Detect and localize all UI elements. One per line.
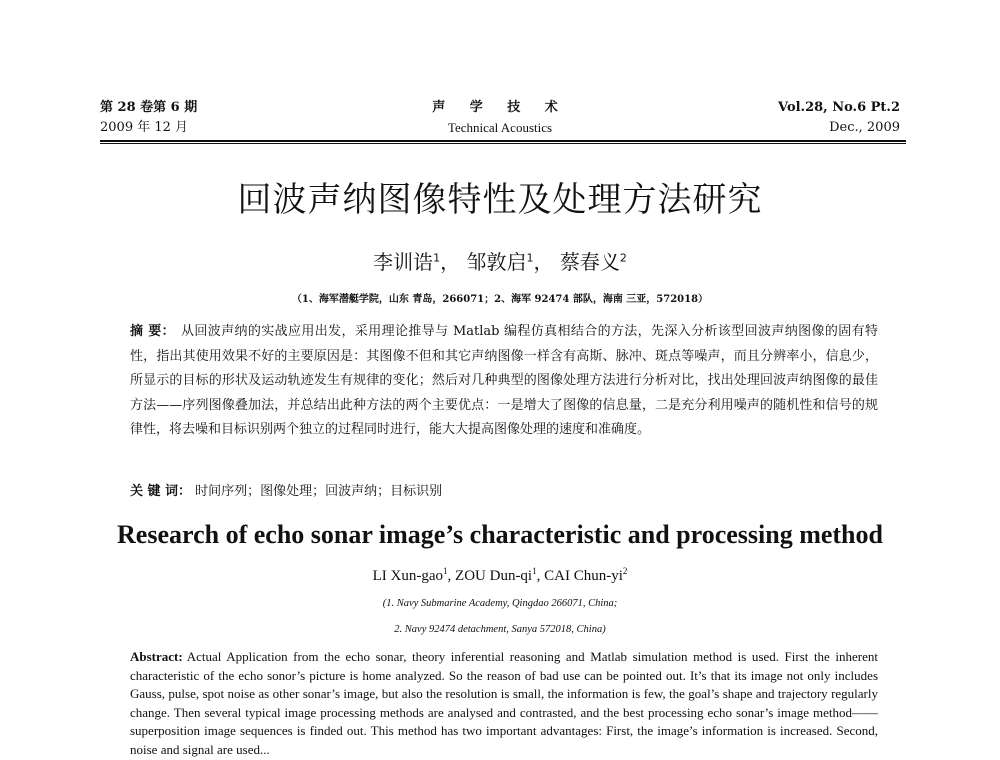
date-cn: 2009 年 12 月 (100, 120, 189, 135)
authors-cn: 李训诰$^1$， 邹敦启$^1$， 蔡春义$^2$ (373, 250, 627, 274)
abstract-en-text: Actual Application from the echo sonar, theory inferential reasoning and Matlab simulation method is used. First the inherent characteristic of the echo sonor’s picture is home analyzed. So the reason of bad use can be pointed out. It’s that its image not only includes Gauss, pulse, spot noise as other sonar’s image, but also the resolution is small, the information is few, the goal’s shape and trajectory regularly change. Then several typical image processing methods are analysed and contrasted, and the best processing echo sonar’s image method——superposition image sequences is finded out. This method has two important advantages: First, the image’s information is increased. Second, noise and signal are used... (130, 649, 878, 757)
author-sup: 1 (526, 251, 534, 265)
abstract-cn-label: 摘 要： (130, 324, 176, 339)
affiliation-cn: （1、海军潜艇学院，山东 青岛，266071；2、海军 92474 部队，海南 三亚，572018） (291, 294, 709, 305)
keywords-cn-label: 关 键 词： (130, 484, 192, 499)
author-en: ZOU Dun-qi (455, 568, 533, 584)
abstract-en-label: Abstract: (130, 649, 183, 664)
keywords-cn (130, 482, 878, 502)
abstract-cn (130, 320, 878, 443)
author-sup: 2 (622, 566, 628, 576)
journal-name-en: Technical Acoustics (447, 120, 553, 135)
header-right (778, 98, 900, 138)
header-rule-thin (100, 143, 906, 144)
author-sup: 2 (619, 251, 627, 265)
author-cn: 李训诰 (373, 250, 434, 274)
header-left (100, 98, 197, 138)
title-cn: 回波声纳图像特性及处理方法研究 (237, 180, 763, 220)
author-cn: 蔡春义 (559, 250, 620, 274)
abstract-cn-text: 从回波声纳的实战应用出发，采用理论推导与 Matlab 编程仿真相结合的方法，先深入分析该型回波声纳图像的固有特性，指出其使用效果不好的主要原因是：其图像不但和其它声纳图像一样含有高斯、脉冲、斑点等噪声，而且分辨率小，信息少，所显示的目标的形状及运动轨迹发生有规律的变化；然后对几种典型的图像处理方法进行分析对比，找出处理回波声纳图像的最佳方法——序列图像叠加法，并总结出此种方法的两个主要优点：一是增大了图像的信息量，二是充分利用噪声的随机性和信号的规律性，将去噪和目标识别两个独立的过程同时进行，能大大提高图像处理的速度和准确度。 (130, 324, 878, 437)
author-cn: 邹敦启 (466, 250, 527, 274)
abstract-en (130, 648, 878, 759)
volume-cn: 第 28 卷第 6 期 (100, 100, 198, 115)
affiliation-en-2: 2. Navy 92474 detachment, Sanya 572018, China) (394, 624, 606, 635)
author-sup: 1 (532, 566, 537, 576)
affiliation-en-1: (1. Navy Submarine Academy, Qingdao 266071, China; (382, 598, 618, 609)
journal-name-cn: 声 学 技 术 (432, 100, 568, 115)
author-en: LI Xun-gao (372, 568, 444, 584)
author-en: CAI Chun-yi (544, 568, 623, 584)
keywords-cn-text: 时间序列；图像处理；回波声纳；目标识别 (195, 484, 443, 499)
date-en: Dec., 2009 (829, 120, 900, 135)
title-en: Research of echo sonar image’s characteristic and processing method (117, 520, 883, 549)
header-rule (100, 140, 906, 142)
volume-en: Vol.28, No.6 Pt.2 (778, 100, 900, 115)
header-center (380, 98, 620, 138)
author-sup: 1 (443, 566, 448, 576)
author-sup: 1 (433, 251, 441, 265)
authors-en: LI Xun-gao$^1$, ZOU Dun-$qi^1$, CAI Chun-$yi^2$ (372, 566, 628, 584)
